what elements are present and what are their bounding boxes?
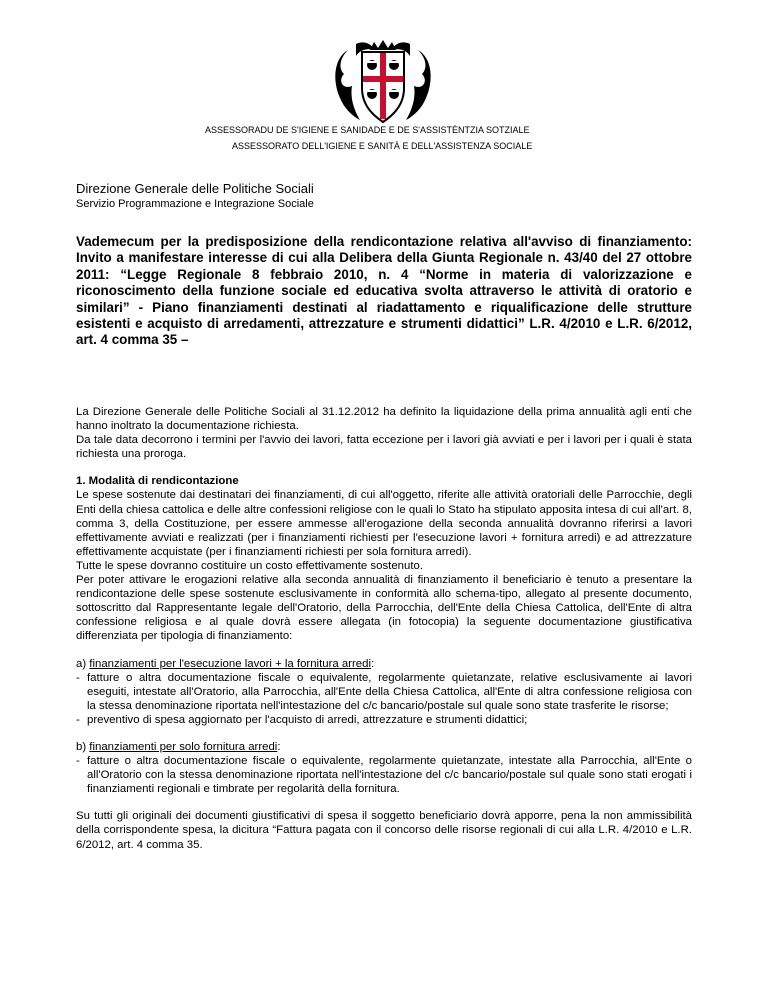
list-a-label: finanziamenti per l'esecuzione lavori + la fornitura arredi: [89, 657, 372, 670]
service-name: Servizio Programmazione e Integrazione Sociale: [76, 198, 314, 210]
intro-paragraph-1: La Direzione Generale delle Politiche Sociali al 31.12.2012 ha definito la liquidazione della prima annualità agli enti che hanno inoltrato la documentazione richiesta.: [76, 406, 692, 433]
section-1-title: 1. Modalità di rendicontazione: [76, 475, 239, 488]
document-title: Vademecum per la predisposizione della rendicontazione relativa all'avviso di finanziamento: Invito a manifestare interesse di cui alla Delibera della Giunta Regionale n. 43/40 del 27 ottobre 2011: “Legge Regionale 8 febbraio 2010, n. 4 “Norme in materia di valorizzazione e riconoscimento della funzione sociale ed educativa svolta attraverso le attività di oratorio e similari” - Piano finanziamenti destinati al riadattamento e riqualificazione delle strutture esistenti e acquisto di arredamenti, attrezzature e strumenti didattici” L.R. 4/2010 e L.R. 6/2012, art. 4 comma 35 –: [76, 234, 692, 348]
list-b-label: finanziamenti per solo fornitura arredi: [89, 740, 278, 753]
region-emblem-icon: [330, 40, 436, 126]
header-line-sardinian: ASSESSORADU DE S'IGIENE E SANIDADE E DE S'ASSISTÈNTZIA SOTZIALE: [205, 125, 530, 135]
list-a-heading: a) finanziamenti per l'esecuzione lavori + la fornitura arredi:: [76, 657, 375, 670]
list-b-heading: b) finanziamenti per solo fornitura arredi:: [76, 740, 281, 753]
intro-paragraph-2: Da tale data decorrono i termini per l'avvio dei lavori, fatta eccezione per i lavori già avviati e per i lavori per i quali è stata richiesta una proroga.: [76, 434, 692, 461]
list-item: - preventivo di spesa aggiornato per l'acquisto di arredi, attrezzature e strumenti didattici;: [76, 713, 528, 726]
section-1-paragraph-3: Per poter attivare le erogazioni relative alla seconda annualità di finanziamento il beneficiario è tenuto a presentare la rendicontazione delle spese sostenute esclusivamente in conformità allo schema-tipo, allegato al presente documento, sottoscritto dal Rappresentante legale dell'Oratorio, della Parrocchia, dell'Ente della Chiesa Cattolica, dell'Ente di altra confessione religiosa e al quale dovrà essere allegata (in fotocopia) la seguente documentazione giustificativa differenziata per tipologia di finanziamento:: [76, 574, 692, 643]
list-a: [76, 657, 692, 727]
document-body: [76, 405, 692, 865]
section-1-paragraph-2: Tutte le spese dovranno costituire un costo effettivamente sostenuto.: [76, 559, 423, 572]
list-b: [76, 740, 692, 796]
section-1-paragraph-1: Le spese sostenute dai destinatari dei finanziamenti, di cui all'oggetto, riferite alle attività oratoriali delle Parrocchie, degli Enti della chiesa cattolica e delle altre confessioni religiose con le quali lo Stato ha stipulato apposita intesa di cui all'art. 8, comma 3, della Costituzione, per essere ammesse all'erogazione della seconda annualità dovranno riferirsi a lavori effettivamente avviati e realizzati (per i finanziamenti richiesti per l'esecuzione lavori + fornitura arredi) e ad attrezzature effettivamente acquistate (per i finanziamenti richiesti per sola fornitura arredi).: [76, 489, 692, 558]
direction-name: Direzione Generale delle Politiche Sociali: [76, 181, 314, 196]
header-line-italian: ASSESSORATO DELL'IGIENE E SANITÀ E DELL'ASSISTENZA SOCIALE: [232, 141, 533, 151]
closing-paragraph: Su tutti gli originali dei documenti giustificativi di spesa il soggetto beneficiario dovrà apporre, pena la non ammissibilità della corrispondente spesa, la dicitura “Fattura pagata con il concorso delle risorse regionali di cui alla L.R. 4/2010 e L.R. 6/2012, art. 4 comma 35.: [76, 810, 692, 851]
list-item: - fatture o altra documentazione fiscale o equivalente, regolarmente quietanzate, intestate alla Parrocchia, all'Ente o all'Oratorio con la stessa denominazione riportata nell'intestazione del c/c bancario/postale sul quale sono stati erogati i finanziamenti regionali e timbrate per regolarità della fornitura.: [76, 755, 692, 796]
list-item: - fatture o altra documentazione fiscale o equivalente, regolarmente quietanzate, relative esclusivamente ai lavori eseguiti, intestate all'Oratorio, alla Parrocchia, all'Ente della Chiesa Cattolica, all'Ente di altra confessione religiosa con la stessa denominazione riportata nell'intestazione del c/c bancario/postale sul quale sono state trasferite le risorse;: [76, 671, 692, 712]
